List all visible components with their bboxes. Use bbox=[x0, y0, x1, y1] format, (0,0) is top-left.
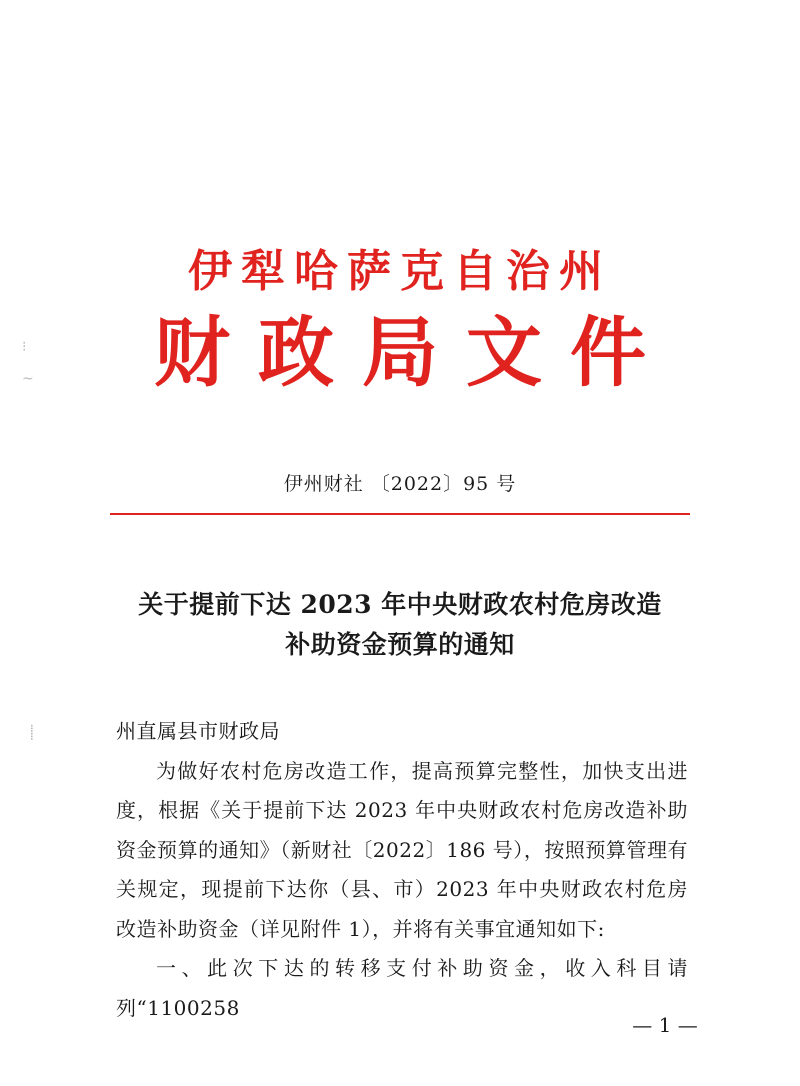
issuer-heading: 伊犁哈萨克自治州 bbox=[188, 246, 612, 297]
scan-margin-mark: ⸽ bbox=[30, 725, 34, 741]
title-line: 补助资金预算的通知 bbox=[285, 630, 515, 659]
document-type-heading: 财政局文件 bbox=[154, 308, 674, 397]
addressee: 州直属县市财政局 bbox=[116, 719, 280, 743]
scan-margin-mark: ⁝ bbox=[22, 339, 27, 355]
body-paragraph: 为做好农村危房改造工作，提高预算完整性，加快支出进度，根据《关于提前下达 2023 年中央财政农村危房改造补助资金预算的通知》（新财社〔2022〕186 号），按照预算管理有关规定，现提前下达你（县、市）2023 年中央财政农村危房改造补助资金（详见附件 1），并将有关事宜通知如下: bbox=[116, 758, 688, 941]
body-paragraph: 一、此次下达的转移支付补助资金，收入科目请列“1100258 bbox=[116, 956, 688, 1020]
document-number: 伊州财社 〔2022〕95 号 bbox=[283, 473, 517, 495]
scan-margin-mark: ~ bbox=[22, 371, 34, 387]
title-line: 关于提前下达 2023 年中央财政农村危房改造 bbox=[138, 590, 662, 619]
document-title bbox=[90, 585, 710, 665]
page-number: — 1 — bbox=[632, 1013, 698, 1037]
red-separator-line bbox=[110, 513, 690, 515]
document-body bbox=[116, 712, 688, 1028]
